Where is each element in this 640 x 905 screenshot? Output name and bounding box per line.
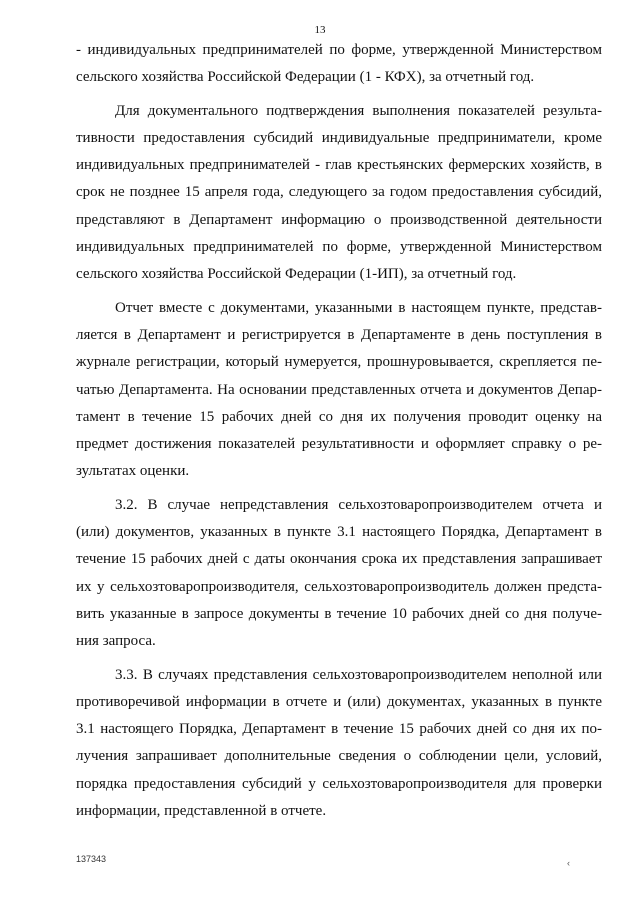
text-line: чатью Департамента. На основании представленных отчета и документов Депар- (76, 381, 602, 398)
text-line: порядка предоставления субсидий у сельхозтоваропроизводителя для проверки (76, 775, 602, 792)
paragraph (76, 37, 602, 92)
text-line: информации, представленной в отчете. (76, 803, 327, 820)
text-line: сельского хозяйства Российской Федерации (1 - КФХ), за отчетный год. (76, 69, 535, 86)
paragraph (76, 98, 602, 289)
text-line: их у сельхозтоваропроизводителя, сельхозтоваропроизводитель должен предста- (76, 578, 602, 595)
document-body (76, 37, 602, 825)
text-line: журнале регистрации, который нумеруется, прошнуровывается, скрепляется пе- (76, 354, 602, 371)
text-line: вить указанные в запросе документы в течение 10 рабочих дней со дня получе- (76, 605, 602, 622)
text-line: - индивидуальных предпринимателей по форме, утвержденной Министерством (76, 42, 602, 58)
text-line: ния запроса. (76, 633, 156, 650)
text-line: Для документального подтверждения выполнения показателей результа- (115, 102, 602, 119)
text-line: индивидуальных предпринимателей по форме, утвержденной Министерством (76, 239, 602, 256)
text-line: 3.2. В случае непредставления сельхозтоваропроизводителем отчета и (115, 496, 602, 513)
text-line: ляется в Департамент и регистрируется в Департаменте в день поступления в (76, 326, 602, 343)
text-line: представляют в Департамент информацию о производственной деятельности (76, 211, 602, 228)
corner-mark: ‹ (567, 858, 570, 868)
text-line: 3.1 настоящего Порядка, Департамент в течение 15 рабочих дней со дня их по- (76, 721, 602, 738)
document-code: 137343 (76, 854, 107, 864)
page-number: 13 (314, 24, 326, 36)
text-line: Отчет вместе с документами, указанными в настоящем пункте, представ- (115, 299, 602, 316)
text-line: срок не позднее 15 апреля года, следующего за годом предоставления субсидий, (76, 184, 602, 201)
paragraph (76, 295, 602, 486)
paragraph (76, 492, 602, 656)
text-line: зультатах оценки. (76, 463, 190, 480)
text-line: предмет достижения показателей результативности и оформляет справку о ре- (76, 436, 602, 453)
paragraph (76, 662, 602, 826)
text-line: тивности предоставления субсидий индивидуальные предприниматели, кроме (76, 129, 602, 146)
text-line: течение 15 рабочих дней с даты окончания срока их представления запрашивает (76, 551, 602, 568)
text-line: лучения запрашивает дополнительные сведения о соблюдении цели, условий, (76, 748, 602, 765)
text-line: сельского хозяйства Российской Федерации (1-ИП), за отчетный год. (76, 266, 517, 283)
text-line: (или) документов, указанных в пункте 3.1 настоящего Порядка, Департамент в (76, 524, 602, 541)
text-line: индивидуальных предпринимателей - глав крестьянских фермерских хозяйств, в (76, 157, 602, 174)
text-line: противоречивой информации в отчете и (или) документах, указанных в пункте (76, 693, 602, 710)
text-line: 3.3. В случаях представления сельхозтоваропроизводителем неполной или (115, 666, 602, 683)
text-line: тамент в течение 15 рабочих дней со дня их получения проводит оценку на (76, 408, 602, 425)
